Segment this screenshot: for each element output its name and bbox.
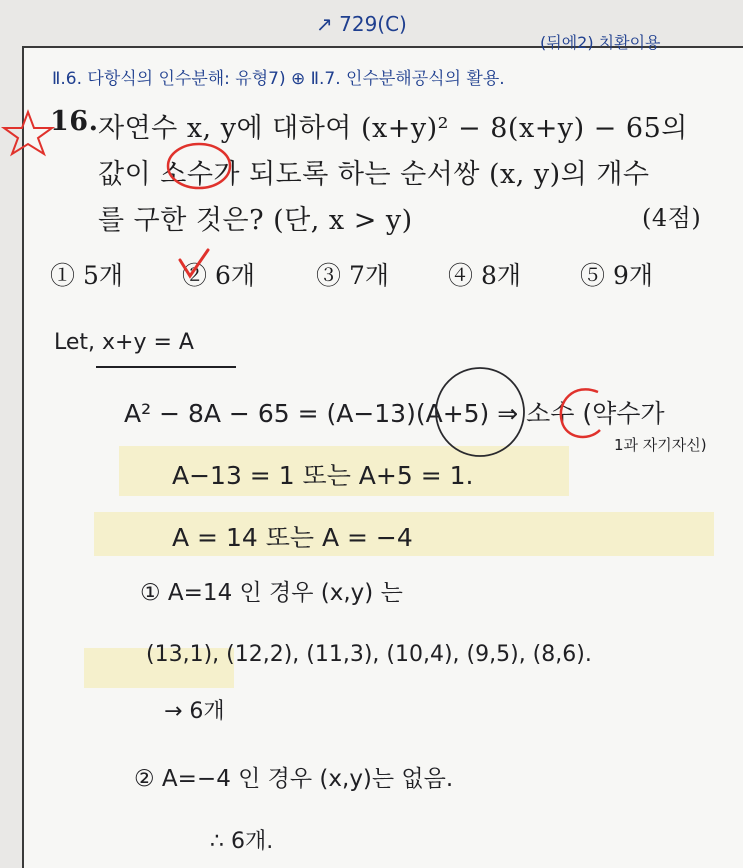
choice-number: ① xyxy=(50,261,76,290)
check-mark-icon xyxy=(174,246,214,286)
choice-5[interactable] xyxy=(580,256,653,292)
solution-case-1-pairs: (13,1), (12,2), (11,3), (10,4), (9,5), (8,6). xyxy=(146,642,592,667)
choice-3[interactable] xyxy=(316,256,389,292)
choice-number: ⑤ xyxy=(580,261,606,290)
choice-label: 6개 xyxy=(214,261,256,290)
solution-factor-line: A² − 8A − 65 = (A−13)(A+5) ⇒ 소수 (약수가 xyxy=(124,399,665,428)
let-underline xyxy=(96,366,236,368)
circle-mark-icon xyxy=(554,382,610,446)
circle-mark-icon xyxy=(164,140,234,192)
solution-case-equation-1: A−13 = 1 또는 A+5 = 1. xyxy=(172,461,474,490)
choice-label: 9개 xyxy=(612,261,654,290)
choice-number: ④ xyxy=(448,261,474,290)
solution-let-line: Let, x+y = A xyxy=(54,330,194,355)
solution-case-equation-2: A = 14 또는 A = −4 xyxy=(172,523,413,552)
solution-case-2-title: ② A=−4 인 경우 (x,y)는 없음. xyxy=(134,766,454,792)
choice-number: ② xyxy=(182,261,208,290)
top-left-note: ↗ 729(C) xyxy=(316,12,407,36)
choice-4[interactable] xyxy=(448,256,521,292)
choice-number: ③ xyxy=(316,261,342,290)
question-points: (4점) xyxy=(642,204,702,232)
question-number: 16. xyxy=(50,106,99,137)
question-line-2: 값이 소수가 되도록 하는 순서쌍 (x, y)의 개수 xyxy=(98,159,650,190)
question-line-3: 를 구한 것은? (단, x > y) xyxy=(98,205,413,236)
worksheet-page xyxy=(22,46,743,868)
choice-1[interactable] xyxy=(50,256,123,292)
question-line-1: 자연수 x, y에 대하여 (x+y)² − 8(x+y) − 65의 xyxy=(98,113,688,144)
choice-label: 8개 xyxy=(480,261,522,290)
choice-label: 7개 xyxy=(348,261,390,290)
solution-case-1-count: → 6개 xyxy=(164,699,225,724)
unit-reference-note: Ⅱ.6. 다항식의 인수분해: 유형7) ⊕ Ⅱ.7. 인수분해공식의 활용. xyxy=(52,69,505,89)
solution-conclusion: ∴ 6개. xyxy=(210,829,274,854)
top-right-note: (뒤에2) 치환이용 xyxy=(540,33,661,52)
solution-case-1-title: ① A=14 인 경우 (x,y) 는 xyxy=(140,580,403,606)
choice-label: 5개 xyxy=(82,261,124,290)
circle-mark-icon xyxy=(428,362,528,462)
solution-factor-note: 1과 자기자신) xyxy=(614,436,707,454)
